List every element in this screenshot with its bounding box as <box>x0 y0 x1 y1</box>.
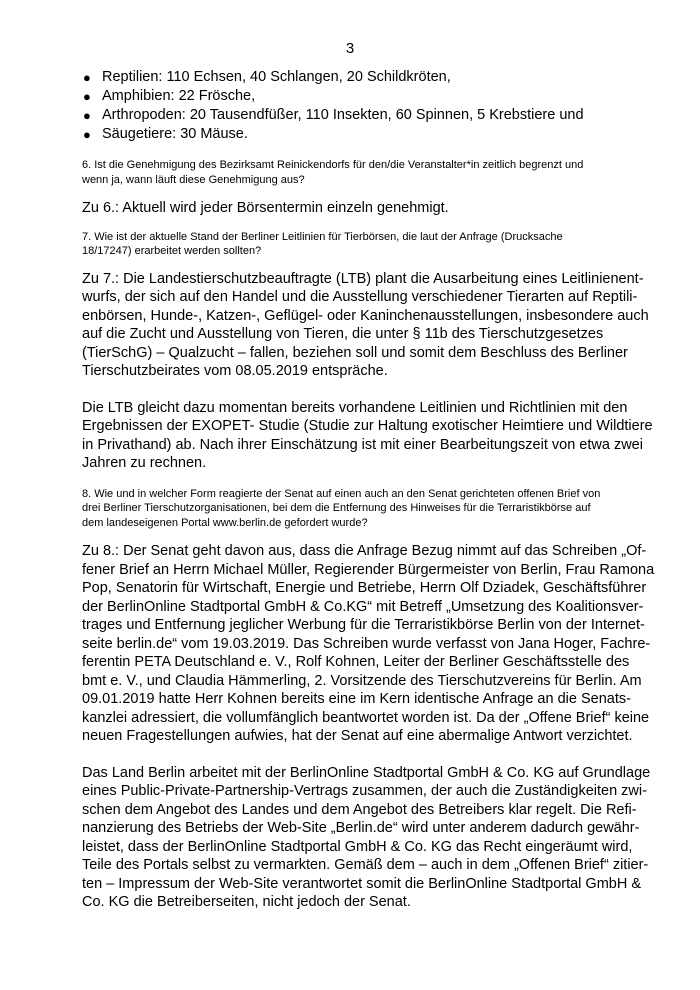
answer-7-paragraph-2: Die LTB gleicht dazu momentan bereits vorhandene Leitlinien und Richtlinien mit den Ergebnissen der EXOPET- Studie (Studie zur Haltung exotischer Heimtiere und Wildtiere in Privathand) ab. Nach ihrer Einschätzung ist mit einer Bearbeitungszeit von etwa zwei Jahren zu rechnen. <box>82 399 653 471</box>
question-8: 8. Wie und in welcher Form reagierte der Senat auf einen auch an den Senat gerichteten offenen Brief von drei Berliner Tierschutzorganisationen, bei dem die Entfernung des Hinweises für die Terraristikbörse auf dem landeseigenen Portal www.berlin.de gefordert wurde? <box>82 487 601 529</box>
bullet-icon: ● <box>83 70 91 85</box>
bullet-icon: ● <box>83 108 91 123</box>
answer-6: Zu 6.: Aktuell wird jeder Börsentermin einzeln genehmigt. <box>82 200 449 216</box>
answer-8-paragraph-1: Zu 8.: Der Senat geht davon aus, dass die Anfrage Bezug nimmt auf das Schreiben „Of- fener Brief an Herrn Michael Müller, Regierender Bürgermeister von Berlin, Frau Ramona Pop, Senatorin für Wirtschaft, Energie und Betriebe, Herrn Olf Dziadek, Geschäftsführer der BerlinOnline Stadtportal GmbH & Co.KG“ mit Betreff „Umsetzung des Koalitionsver- trages und Entfernung jeglicher Werbung für die Terraristikbörse Berlin von der Internet- seite berlin.de“ vom 19.03.2019. Das Schreiben wurde verfasst von Jana Hoger, Fachre- ferentin PETA Deutschland e. V., Rolf Kohnen, Leiter der Berliner Geschäftsstelle des bmt e. V., und Claudia Hämmerling, 2. Vorsitzende des Tierschutzvereins für Berlin. Am 09.01.2019 hatte Herr Kohnen bereits eine im Kern identische Anfrage an die Senats- kanzlei adressiert, die vollumfänglich beantwortet worden ist. Da der „Offene Brief“ keine neuen Fragestellungen aufwies, hat der Senat auf eine abermalige Antwort verzichtet. <box>82 543 655 744</box>
list-item: ● Säugetiere: 30 Mäuse. <box>83 126 248 142</box>
document-body <box>82 68 655 912</box>
bullet-icon: ● <box>83 89 91 104</box>
animal-list <box>82 68 642 144</box>
question-6: 6. Ist die Genehmigung des Bezirksamt Reinickendorfs für den/die Veranstalter*in zeitlich begrenzt und wenn ja, wann läuft diese Genehmigung aus? <box>82 159 584 186</box>
list-item: ● Reptilien: 110 Echsen, 40 Schlangen, 20 Schildkröten, <box>83 69 451 85</box>
list-item: ● Arthropoden: 20 Tausendfüßer, 110 Insekten, 60 Spinnen, 5 Krebstiere und <box>83 107 584 123</box>
bullet-icon: ● <box>83 127 91 142</box>
answer-8-paragraph-2: Das Land Berlin arbeitet mit der BerlinOnline Stadtportal GmbH & Co. KG auf Grundlage eines Public-Private-Partnership-Vertrags zusammen, der auch die Zuständigkeiten zwi- schen dem Angebot des Landes und dem Angebot des Betreibers klar regelt. Die Refi- nanzierung des Betriebs der Web-Site „Berlin.de“ wird unter anderem dadurch gewähr- leistet, dass der BerlinOnline Stadtportal GmbH & Co. KG das Recht eingeräumt wird, Teile des Portals selbst zu vermarkten. Gemäß dem – auch in dem „Offenen Brief“ zitier- ten – Impressum der Web-Site verantwortet somit die BerlinOnline Stadtportal GmbH & Co. KG die Betreiberseiten, nicht jedoch der Senat. <box>82 764 651 910</box>
page-number: 3 <box>345 40 355 57</box>
question-7: 7. Wie ist der aktuelle Stand der Berliner Leitlinien für Tierbörsen, die laut der Anfrage (Drucksache 18/17247) erarbeitet werden sollten? <box>82 230 563 257</box>
list-item: ● Amphibien: 22 Frösche, <box>83 88 256 104</box>
answer-7-paragraph-1: Zu 7.: Die Landestierschutzbeauftragte (LTB) plant die Ausarbeitung eines Leitlinienent- wurfs, der sich auf den Handel und die Ausstellung verschiedener Tierarten auf Reptili- enbörsen, Hunde-, Katzen-, Geflügel- oder Kaninchenausstellungen, insbesondere auch auf die Zucht und Ausstellung von Tieren, die unter § 11b des Tierschutzgesetzes (TierSchG) – Qualzucht – fallen, beziehen soll und somit dem Beschluss des Berliner Tierschutzbeirates vom 08.05.2019 entspräche. <box>82 270 649 379</box>
